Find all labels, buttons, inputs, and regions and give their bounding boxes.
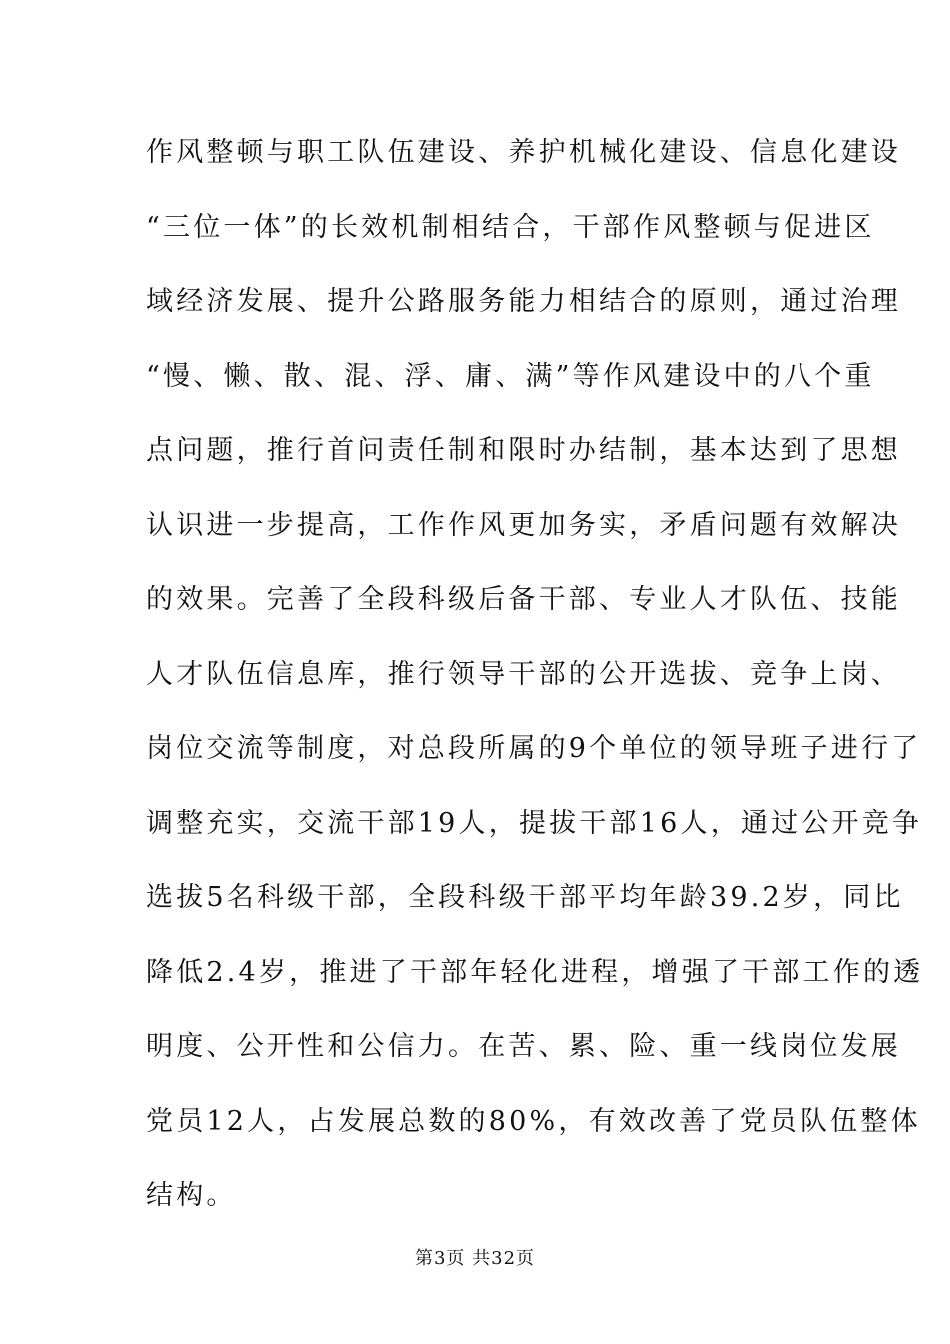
text-line: 作风整顿与职工队伍建设、养护机械化建设、信息化建设 [146, 137, 901, 168]
text-line: 调整充实，交流干部19人，提拔干部16人，通过公开竞争 [146, 807, 923, 839]
text-line: “慢、懒、散、混、浮、庸、满”等作风建设中的八个重 [146, 360, 875, 392]
text-line: 的效果。完善了全段科级后备干部、专业人才队伍、技能 [146, 584, 901, 615]
text-line: 明度、公开性和公信力。在苦、累、险、重一线岗位发展 [146, 1031, 901, 1062]
text-line: 结构。 [146, 1180, 237, 1211]
text-line: 岗位交流等制度，对总段所属的9个单位的领导班子进行了 [146, 733, 922, 764]
text-line: 点问题，推行首问责任制和限时办结制，基本达到了思想 [146, 435, 901, 466]
text-line: 选拔5名科级干部，全段科级干部平均年龄39.2岁，同比 [146, 882, 904, 913]
body-paragraph [146, 130, 924, 1248]
text-line: 域经济发展、提升公路服务能力相结合的原则，通过治理 [146, 286, 901, 317]
page-number-footer: 第3页 共32页 [414, 1248, 536, 1269]
text-line: 降低2.4岁，推进了干部年轻化进程，增强了干部工作的透 [146, 956, 924, 988]
text-line: 认识进一步提高，工作作风更加务实，矛盾问题有效解决 [146, 509, 901, 541]
text-line: “三位一体”的长效机制相结合，干部作风整顿与促进区 [146, 211, 875, 243]
text-line: 人才队伍信息库，推行领导干部的公开选拔、竞争上岗、 [146, 658, 901, 690]
text-line: 党员12人，占发展总数的80%，有效改善了党员队伍整体 [146, 1105, 921, 1137]
